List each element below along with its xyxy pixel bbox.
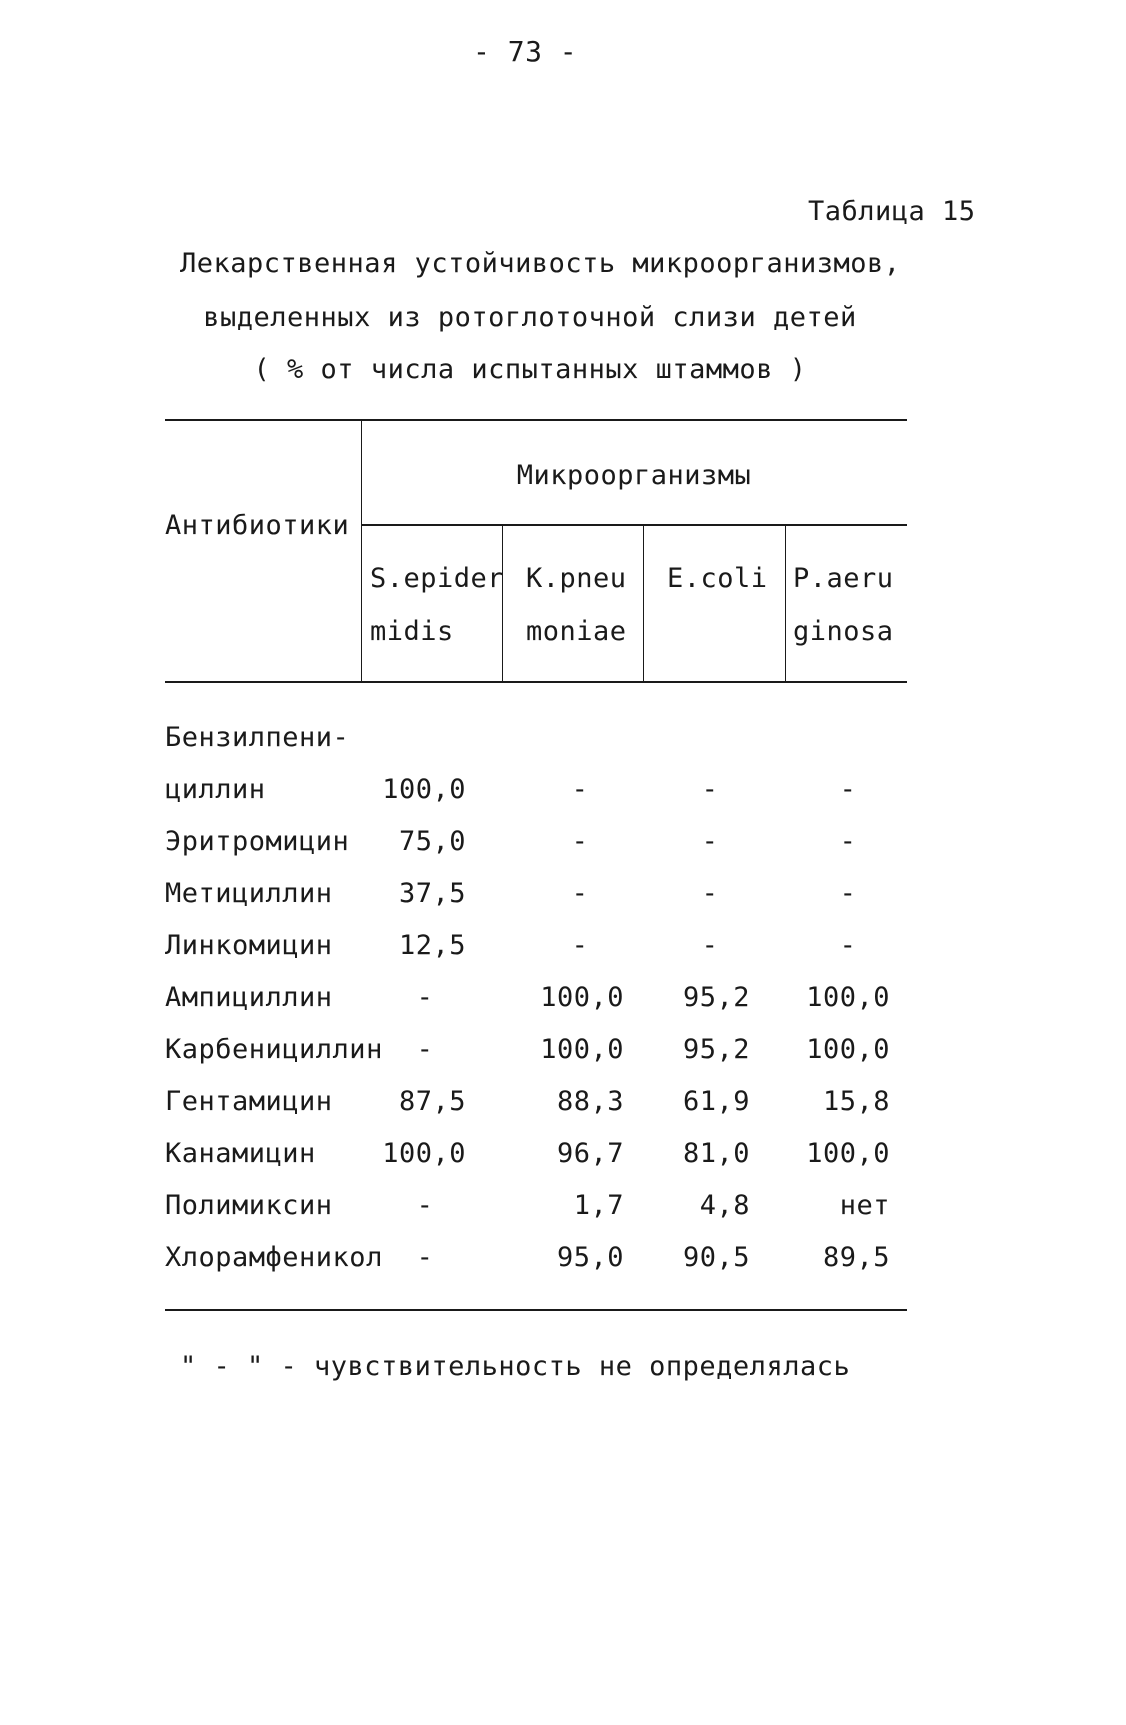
table-cell: -: [701, 774, 719, 805]
header-separator-col2: [502, 526, 503, 683]
table-cell: 95,2: [682, 1034, 750, 1065]
table-cell: -: [701, 930, 719, 961]
table-cell: 15,8: [822, 1086, 890, 1117]
column-header-p-aeruginosa: P.aeru: [793, 563, 894, 594]
table-cell: 100,0: [382, 774, 466, 805]
table-caption-line3: ( % от числа испытанных штаммов ): [253, 354, 807, 385]
table-cell: 89,5: [822, 1242, 890, 1273]
table-cell: 87,5: [398, 1086, 466, 1117]
table-cell: -: [839, 930, 857, 961]
group-header-microorganisms: Микроорганизмы: [516, 460, 752, 491]
header-separator-col3: [643, 526, 644, 683]
column-header-s-epidermidis-line2: midis: [370, 616, 454, 647]
table-cell: 100,0: [382, 1138, 466, 1169]
table-cell: 100,0: [806, 982, 890, 1013]
header-bottom-rule: [165, 681, 907, 683]
table-cell: -: [701, 826, 719, 857]
table-label: Таблица 15: [808, 196, 976, 227]
table-cell: 1,7: [573, 1190, 624, 1221]
row-name: Полимиксин: [165, 1190, 333, 1221]
row-name: Канамицин: [165, 1138, 316, 1169]
table-cell: -: [416, 1190, 434, 1221]
table-cell: 88,3: [556, 1086, 624, 1117]
table-cell: 95,2: [682, 982, 750, 1013]
table-cell: 100,0: [806, 1138, 890, 1169]
row-name: Ампициллин: [165, 982, 333, 1013]
row-name: Линкомицин: [165, 930, 333, 961]
table-cell: -: [839, 878, 857, 909]
table-cell: -: [839, 774, 857, 805]
table-cell: -: [571, 878, 589, 909]
column-header-k-pneumoniae: K.pneu: [526, 563, 627, 594]
row-name: циллин: [165, 774, 266, 805]
table-cell: -: [571, 774, 589, 805]
row-name: Карбенициллин: [165, 1034, 383, 1065]
table-cell: -: [416, 1242, 434, 1273]
table-cell: 75,0: [398, 826, 466, 857]
table-cell: 100,0: [806, 1034, 890, 1065]
table-cell: 96,7: [556, 1138, 624, 1169]
column-header-s-epidermidis: S.epider: [370, 563, 505, 594]
table-cell: -: [416, 982, 434, 1013]
table-footnote: " - " - чувствительность не определялась: [180, 1351, 851, 1382]
table-cell: 100,0: [540, 982, 624, 1013]
row-name-line1: Бензилпени-: [165, 722, 350, 753]
table-cell: -: [571, 930, 589, 961]
table-cell: 12,5: [398, 930, 466, 961]
table-cell: 90,5: [682, 1242, 750, 1273]
table-cell: 4,8: [699, 1190, 750, 1221]
row-name: Метициллин: [165, 878, 333, 909]
table-caption-line1: Лекарственная устойчивость микроорганизмов,: [180, 248, 901, 279]
row-name: Эритромицин: [165, 826, 350, 857]
table-cell: -: [701, 878, 719, 909]
table-cell: -: [571, 826, 589, 857]
table-cell: 37,5: [398, 878, 466, 909]
table-cell: -: [839, 826, 857, 857]
row-header-antibiotics: Антибиотики: [165, 510, 350, 541]
table-cell: нет: [839, 1190, 890, 1221]
column-header-e-coli: E.coli: [667, 563, 768, 594]
column-header-p-aeruginosa-line2: ginosa: [793, 616, 894, 647]
table-bottom-rule: [165, 1309, 907, 1311]
table-cell: 95,0: [556, 1242, 624, 1273]
header-divider-rule: [361, 524, 907, 526]
header-separator-col4: [785, 526, 786, 683]
row-name: Хлорамфеникол: [165, 1242, 383, 1273]
table-cell: 61,9: [682, 1086, 750, 1117]
table-top-rule: [165, 419, 907, 421]
table-caption-line2: выделенных из ротоглоточной слизи детей: [203, 302, 857, 333]
table-cell: 81,0: [682, 1138, 750, 1169]
row-name: Гентамицин: [165, 1086, 333, 1117]
page-number: - 73 -: [473, 35, 578, 68]
table-cell: 100,0: [540, 1034, 624, 1065]
table-cell: -: [416, 1034, 434, 1065]
column-header-k-pneumoniae-line2: moniae: [526, 616, 627, 647]
